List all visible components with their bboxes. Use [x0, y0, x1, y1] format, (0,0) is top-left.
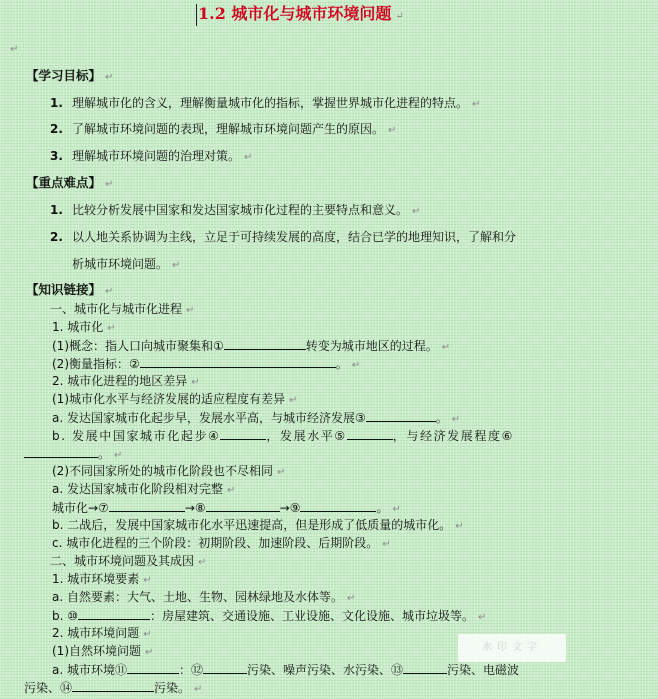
goal-item: 1. 理解城市化的含义，理解衡量城市化的指标，掌握世界城市化进程的特点。 ↵	[50, 96, 481, 110]
section-heading-key-points: 【重点难点】 ↵	[26, 175, 114, 190]
page-title: 1.2 城市化与城市环境问题 ↵	[196, 4, 404, 26]
fill-blank-line: b. ⑩ ：房屋建筑、交通设施、工业设施、文化设施、城市垃圾等。 ↵	[52, 609, 487, 623]
outline-item: (1)城市化水平与经济发展的适应程度有差异 ↵	[52, 392, 298, 406]
paragraph-mark-icon: ↵	[172, 260, 181, 271]
paragraph-mark-icon: ↵	[289, 395, 298, 406]
answer-blank[interactable]	[127, 661, 179, 674]
answer-blank[interactable]	[78, 607, 150, 620]
section-heading-knowledge-links: 【知识链接】 ↵	[26, 282, 114, 297]
answer-blank[interactable]	[300, 499, 376, 512]
section-heading-goals: 【学习目标】 ↵	[26, 68, 114, 83]
outline-item: a. 发达国家城市化阶段相对完整 ↵	[52, 482, 236, 496]
paragraph-mark-icon: ↵	[143, 629, 152, 640]
paragraph-mark-icon: ↵	[145, 647, 154, 658]
watermark-stamp: 水印文字	[458, 634, 566, 662]
outline-heading: 一、城市化与城市化进程 ↵	[50, 302, 195, 316]
key-point-item: 1. 比较分析发展中国家和发达国家城市化过程的主要特点和意义。 ↵	[50, 203, 421, 217]
fill-blank-line: 。 ↵	[24, 445, 122, 464]
answer-blank[interactable]	[206, 499, 280, 512]
answer-blank[interactable]	[72, 679, 154, 692]
paragraph-mark-icon: ↵	[143, 575, 152, 586]
paragraph-mark-icon: ↵	[186, 305, 195, 316]
paragraph-mark-icon: ↵	[194, 684, 203, 695]
answer-blank[interactable]	[220, 427, 266, 440]
paragraph-mark-icon: ↵	[388, 125, 397, 136]
paragraph-mark-icon: ↵	[347, 593, 356, 604]
answer-blank[interactable]	[366, 409, 436, 422]
paragraph-mark-icon: ↵	[105, 286, 114, 297]
fill-blank-line: (1)概念：指人口向城市聚集和① 转变为城市地区的过程。 ↵	[52, 339, 451, 353]
outline-subheading: 2. 城市环境问题 ↵	[52, 626, 152, 640]
answer-blank[interactable]	[109, 499, 185, 512]
paragraph-mark-icon: ↵	[395, 11, 404, 22]
goal-item: 2. 了解城市环境问题的表现，理解城市环境问题产生的原因。 ↵	[50, 122, 397, 136]
answer-blank[interactable]	[203, 661, 247, 674]
outline-item: (2)不同国家所处的城市化阶段也不尽相同 ↵	[52, 464, 286, 478]
outline-item: b. 二战后，发展中国家城市化水平迅速提高，但是形成了低质量的城市化。 ↵	[52, 518, 464, 532]
paragraph-mark-icon: ↵	[351, 360, 361, 371]
answer-blank[interactable]	[24, 445, 98, 458]
answer-blank[interactable]	[140, 355, 336, 368]
paragraph-mark-icon: ↵	[10, 44, 19, 55]
outline-item: a. 自然要素：大气、土地、生物、园林绿地及水体等。 ↵	[52, 590, 356, 604]
paragraph-mark-icon: ↵	[472, 99, 481, 110]
paragraph-mark-icon: ↵	[105, 179, 114, 190]
paragraph-mark-icon: ↵	[191, 377, 200, 388]
paragraph-mark-icon: ↵	[478, 612, 487, 623]
answer-blank[interactable]	[224, 337, 306, 350]
outline-subheading: 2. 城市化进程的地区差异 ↵	[52, 374, 200, 388]
paragraph-mark-icon: ↵	[244, 152, 253, 163]
outline-subheading: 1. 城市化 ↵	[52, 320, 116, 334]
goal-item: 3. 理解城市环境问题的治理对策。 ↵	[50, 149, 253, 163]
paragraph-mark-icon: ↵	[455, 521, 464, 532]
fill-blank-line: b. 发展中国家城市化起步④ ，发展水平⑤ ，与经济发展程度⑥	[52, 429, 514, 443]
fill-blank-line: a. 发达国家城市化起步早，发展水平高，与城市经济发展③ 。 ↵	[52, 411, 461, 425]
key-point-item: 2. 以人地关系协调为主线，立足于可持续发展的高度，结合已学的地理知识，了解和分	[50, 230, 517, 244]
paragraph-mark-icon: ↵	[226, 485, 236, 496]
key-point-item: 析城市环境问题。 ↵	[72, 257, 181, 271]
fill-blank-line: 城市化→⑦ →⑧ →⑨ 。 ↵	[52, 501, 401, 515]
outline-subheading: 1. 城市环境要素 ↵	[52, 572, 152, 586]
fill-blank-line: 污染、⑭ 污染。 ↵	[24, 681, 203, 695]
paragraph-mark-icon: ↵	[105, 72, 114, 83]
fill-blank-line: (2)衡量指标：② 。 ↵	[52, 357, 361, 371]
outline-item: (1)自然环境问题 ↵	[52, 644, 154, 658]
paragraph-mark-icon: ↵	[198, 557, 207, 568]
outline-heading: 二、城市环境问题及其成因 ↵	[50, 554, 207, 568]
paragraph-mark-icon: ↵	[441, 342, 451, 353]
answer-blank[interactable]	[403, 661, 447, 674]
paragraph-mark-icon: ↵	[107, 323, 116, 334]
paragraph-mark-icon: ↵	[277, 467, 286, 478]
answer-blank[interactable]	[347, 427, 393, 440]
paragraph-mark-icon: ↵	[412, 206, 421, 217]
fill-blank-line: a. 城市环境⑪ ：⑫ 污染、噪声污染、水污染、⑬ 污染、电磁波	[52, 663, 520, 677]
paragraph-mark-icon: ↵	[114, 450, 123, 461]
paragraph-mark-icon: ↵	[382, 539, 391, 550]
outline-item: c. 城市化进程的三个阶段：初期阶段、加速阶段、后期阶段。 ↵	[52, 536, 391, 550]
paragraph-mark-icon: ↵	[392, 504, 401, 515]
paragraph-mark-icon: ↵	[451, 414, 461, 425]
